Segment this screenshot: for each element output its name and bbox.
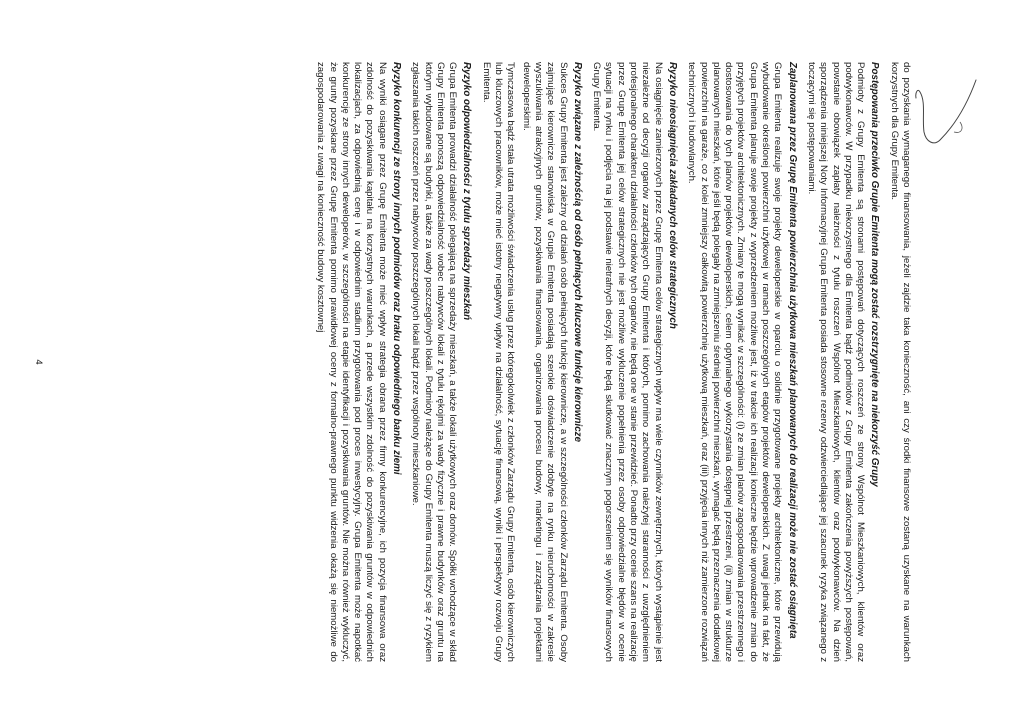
section-heading: Ryzyko konkurencji ze strony innych podmiotów oraz braku odpowiedniego banku ziemi	[391, 62, 403, 475]
document-page	[12, 52, 1012, 672]
paragraph: Grupa Emitenta prowadzi działalność polegającą na sprzedaży mieszkań, a także lokali użytkowych oraz domów. Spółki wchodzące w skład Grupy Emitenta ponoszą odpowiedzialność wobec nabywców lokali z tytułu rękojmi za wady fizyczne i prawne budynków oraz gruntu na którym wybudowane są budynki, a także za wady poszczególnych lokali. Podmioty należące do Grupy Emitenta muszą liczyć się z ryzykiem zgłaszania takich roszczeń przez nabywców poszczególnych lokali bądź przez wspólnoty mieszkaniowe.	[410, 62, 459, 662]
signature-mark	[912, 62, 982, 162]
section-heading: Ryzyko odpowiedzialności z tytułu sprzedaży mieszkań	[461, 62, 473, 321]
paragraph: Na wyniki osiągane przez Grupę Emitenta może mieć wpływ strategia obrana przez firmy konkurencyjne, ich pozycja finansowa oraz zdolność do pozyskiwania kapitału na korzystnych warunkach, a przede wszystkim zdolność do pozyskiwania gruntów w odpowiednich lokalizacjach, za odpowiednią cenę i w odpowiednim stadium przygotowania pod proces inwestycyjny. Grupa Emitenta może napotkać konkurencję ze strony innych deweloperów, w szczególności na etapie identyfikacji i pozyskiwania gruntów. Nie można również wykluczyć, że grunty pozyskane przez Grupę Emitenta pomimo prawidłowej oceny z formalno-prawnego punktu widzenia okażą się niemożliwe do zagospodarowania z uwagi na konieczność budowy kosztownej	[315, 62, 388, 662]
page-number: 4	[33, 359, 44, 365]
section-heading: Postępowania przeciwko Grupie Emitenta mogą zostać rozstrzygnięte na niekorzyść Grupy	[869, 62, 881, 487]
section-heading: Ryzyko związane z zależnością od osób pełniących kluczowe funkcje kierownicze	[571, 62, 583, 443]
paragraph: Podmioty z Grupy Emitenta są stronami postępowań dotyczących roszczeń ze strony Wspólnot Mieszkaniowych, klientów oraz podwykonawców. W przypadku niekorzystnego dla Emitenta bądź podmiotów z Grupy Emitenta zakończenia powyższych postępowań, powstanie obowiązek zapłaty należności z tytułu roszczeń Wspólnot Mieszkaniowych, klientów oraz podwykonawców. Na dzień sporządzenia niniejszej Noty Informacyjnej Grupa Emitenta posiada stosowne rezerwy odzwierciedlające jej szacunek ryzyka związanego z toczącymi się postępowaniami.	[805, 62, 867, 662]
paragraph: Na osiągnięcie zamierzonych przez Grupę Emitenta celów strategicznych wpływ ma wiele czynników zewnętrznych, których wystąpienie jest niezależne od decyzji organów zarządzających Grupy Emitenta i których, pomimo zachowania należytej staranności z uwzględnieniem profesjonalnego charakteru działalności członków tych organów, nie będą one w stanie przewidzieć. Ponadto przy ocenie szans na realizację przez Grupę Emitenta jej celów strategicznych nie jest możliwe wykluczenie popełnienia przez osoby odpowiedzialne błędów w ocenie sytuacji na rynku i podjęcia na jej podstawie nietrafnych decyzji, które będą skutkować znacznym pogorszeniem się wyników finansowych Grupy Emitenta.	[591, 62, 664, 662]
section-heading: Zaplanowana przez Grupę Emitenta powierzchnia użytkowa mieszkań planowanych do realizacji może nie zostać osiągnięta	[786, 62, 798, 639]
paragraph: do pozyskania wymaganego finansowania, jeżeli zajdzie taka konieczność, ani czy środki finansowe zostaną uzyskane na warunkach korzystnych dla Grupy Emitenta.	[888, 62, 912, 662]
paragraph: Grupa Emitenta realizuje swoje projekty deweloperskie w oparciu o solidnie przygotowane projekty architektoniczne, które przewidują wybudowanie określonej powierzchni użytkowej w ramach poszczególnych etapów projektów deweloperskich. Z uwagi jednak na fakt, że Grupa Emitenta planuje swoje projekty z wyprzedzeniem możliwe jest, iż w trakcie ich realizacji konieczne będzie wprowadzenie zmian do przyjętych projektów architektonicznych. Zmiany te mogą wynikać w szczególności: (i) ze zmian planów zagospodarowania przestrzennego i dostosowania do tych planów projektów deweloperskich, celem optymalnego wykorzystania dostępnej przestrzeni, (ii) zmian w strukturze planowanych mieszkań, które jeśli będą polegały na zmniejszeniu średniej powierzchni mieszkań, wymagać będą przeznaczenia dodatkowej powierzchni na garaże, co z kolei zmniejszy całkowitą powierzchnię użytkową mieszkań, oraz (iii) przyjęcia innych niż zamierzone rozwiązań technicznych i budowlanych.	[686, 62, 784, 662]
paragraph: Sukces Grupy Emitenta jest zależny od działań osób pełniących funkcję kierownicze, a w szczególności członków Zarządu Emitenta. Osoby zajmujące kierownicze stanowiska w Grupie Emitenta posiadają szerokie doświadczenie zdobyte na rynku nieruchomości w zakresie wyszukiwania atrakcyjnych gruntów, pozyskiwania finansowania, organizowania procesu budowy, marketingu i zarządzania projektami deweloperskimi.	[520, 62, 569, 662]
document-body	[311, 62, 912, 662]
paragraph: Tymczasowa bądź stała utrata możliwości świadczenia usług przez któregokolwiek z członków Zarządu Grupy Emitenta, osób kierowniczych lub kluczowych pracowników, może mieć istotny negatywny wpływ na działalność, sytuację finansową, wyniki i perspektywy rozwoju Grupy Emitenta.	[480, 62, 517, 662]
section-heading: Ryzyko nieosiągnięcia zakładanych celów strategicznych	[666, 62, 678, 329]
